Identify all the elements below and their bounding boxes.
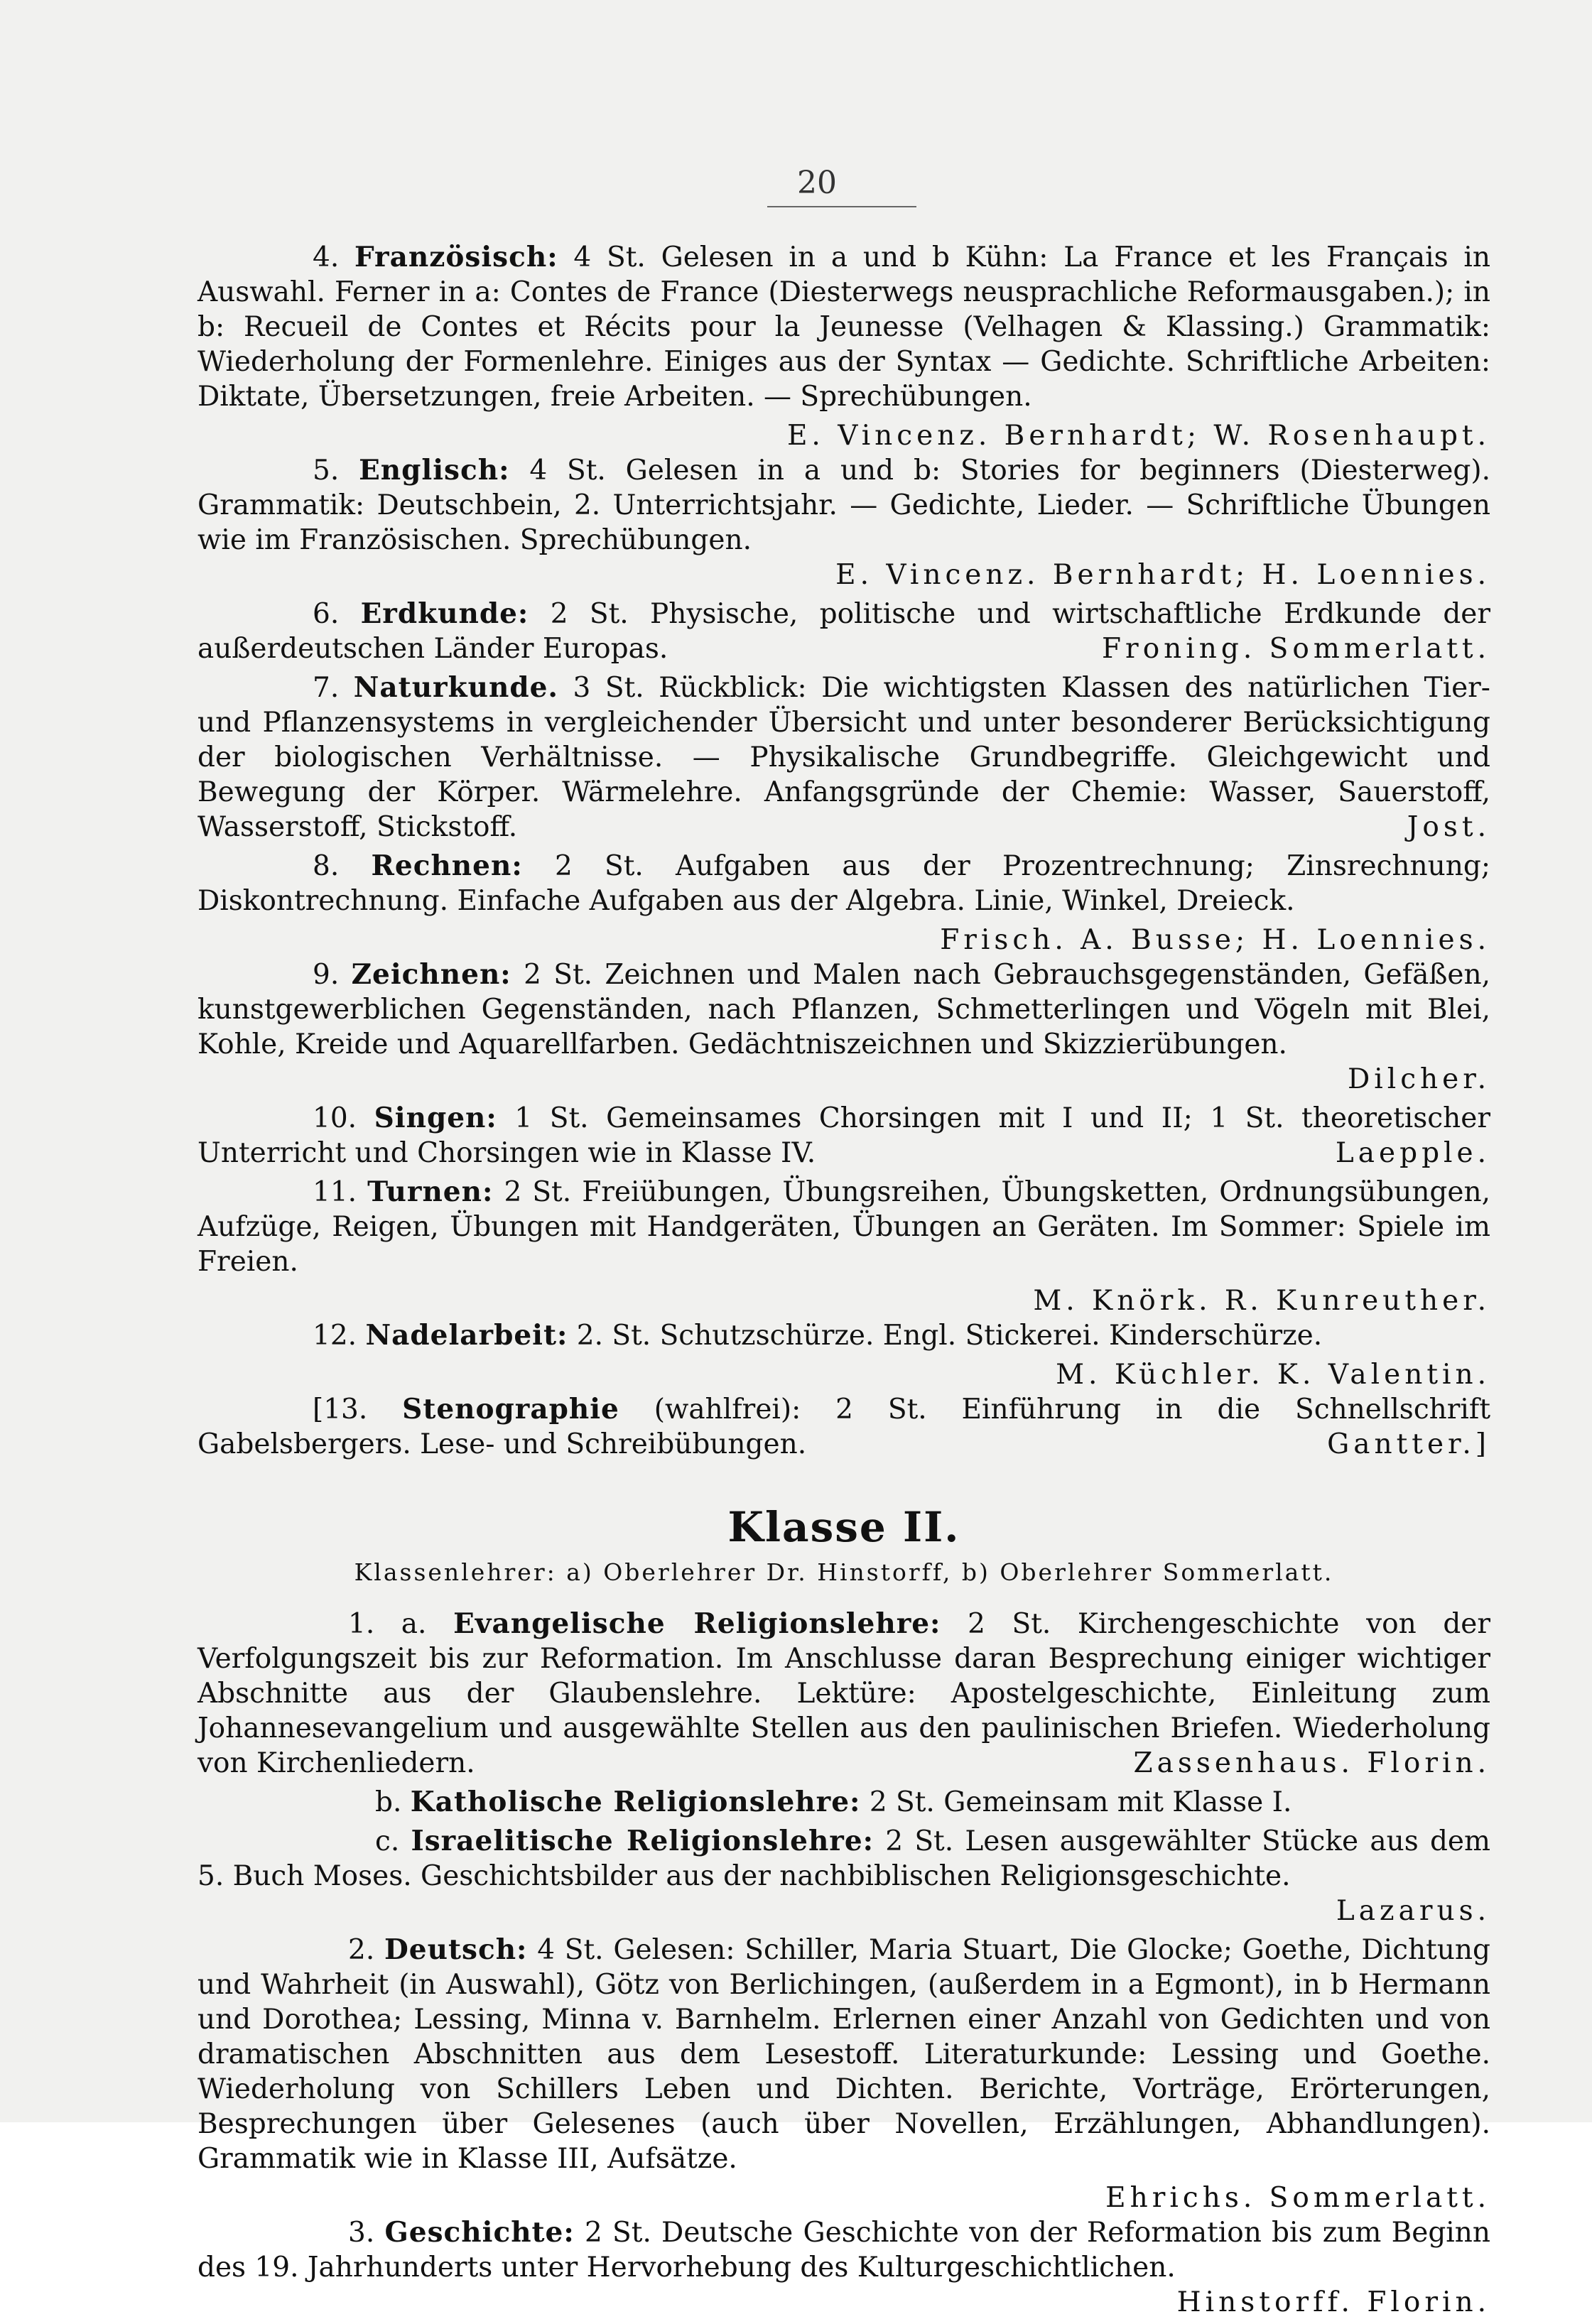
entry-singen [197,1101,1490,1171]
entry-subject: Französisch: [354,241,558,273]
entry-rechnen [197,849,1490,918]
entry-number: 6. [313,598,340,630]
entry-zeichnen [197,957,1490,1097]
entry-subject: Zeichnen: [351,958,511,991]
entry-number: 8. [313,850,340,882]
entry-franzoesisch [197,240,1490,414]
entry-text: 4 St. Gelesen: Schiller, Maria Stuart, Die Glocke; Goethe, Dichtung und Wahrheit (in Auswahl), Götz von Berlichingen, (außerdem in a Egmont), in b Hermann und Dorothea; Lessing, Minna v. Barnhelm. Erlernen einer Anzahl von Gedichten und von dramatischen Abschnitten aus dem Lesestoff. Literaturkunde: Lessing und Goethe. Wiederholung von Schillers Leben und Dichten. Berichte, Vorträge, Erörterungen, Besprechungen über Gelesenes (auch über Novellen, Erzählungen, Abhandlungen). Grammatik wie in Klasse III, Aufsätze. [197,1934,1490,2175]
entry-text: 2 St. Aufgaben aus der Prozentrechnung; Zinsrechnung; Diskontrechnung. Einfache Aufgaben aus der Algebra. Linie, Winkel, Dreieck. [197,850,1490,917]
entry-text: 2 St. Gemeinsam mit Klasse I. [869,1786,1292,1818]
entry-number: c. [375,1825,400,1857]
entry-subject: Geschichte: [384,2216,575,2249]
entry-israelitische-religionslehre [197,1824,1490,1928]
entry-text: (wahlfrei): 2 St. Einführung in die Schnellschrift Gabelsbergers. Lese- und Schreibübungen. [197,1394,1490,1460]
entry-number: 10. [313,1102,357,1134]
entry-text: 2 St. Zeichnen und Malen nach Gebrauchsgegenständen, Gefäßen, kunstgewerblichen Gegenständen, nach Pflanzen, Schmetterlingen und Vögeln mit Blei, Kohle, Kreide und Aquarellfarben. Gedächtniszeichnen und Skizzierübungen. [197,959,1490,1060]
entry-teachers: Jost. [1407,811,1490,843]
entry-nadelarbeit [197,1318,1490,1353]
entry-stenographie [197,1392,1490,1462]
entry-subject: Evangelische Religionslehre: [453,1607,941,1640]
entry-number: 4. [313,241,340,273]
entry-subject: Nadelarbeit: [365,1319,568,1352]
entry-turnen [197,1175,1490,1279]
entry-text: 3 St. Rückblick: Die wichtigsten Klassen des natürlichen Tier- und Pflanzensystems in vergleichender Übersicht und unter besonderer Berücksichtigung der biologischen Verhältnisse. — Physikalische Grundbegriffe. Gleichgewicht und Bewegung der Körper. Wärmelehre. Anfangsgründe der Chemie: Wasser, Sauerstoff, Wasserstoff, Stickstoff. [197,672,1490,843]
entry-naturkunde [197,670,1490,845]
entry-teachers: Froning. Sommerlatt. [1101,633,1490,665]
entry-number: 5. [313,455,340,487]
entry-subject: Israelitische Religionslehre: [411,1825,874,1857]
entry-text: 2 St. Kirchengeschichte von der Verfolgungszeit bis zur Reformation. Im Anschlusse daran Besprechung einiger wichtiger Abschnitte aus der Glaubenslehre. Lektüre: Apostelgeschichte, Einleitung zum Johannesevangelium und ausgewählte Stellen aus den paulinischen Briefen. Wiederholung von Kirchenliedern. [197,1608,1491,1779]
entry-number: 11. [313,1176,357,1208]
entry-subject: Naturkunde. [353,671,558,704]
entry-teachers: E. Vincenz. Bernhardt; H. Loennies. [835,559,1490,591]
entry-number: 7. [313,672,340,704]
entry-text: 2. St. Schutzschürze. Engl. Stickerei. Kinderschürze. [576,1320,1323,1352]
entry-teachers: M. Küchler. K. Valentin. [1056,1359,1490,1391]
entry-subject: Erdkunde: [360,597,529,630]
entry-subject: Katholische Religionslehre: [410,1786,861,1818]
entry-text: 2 St. Physische, politische und wirtschaftliche Erdkunde der außerdeutschen Länder Europas. [197,598,1491,665]
entry-subject: Rechnen: [371,849,523,882]
klassenlehrer-line: Klassenlehrer: a) Oberlehrer Dr. Hinstorff, b) Oberlehrer Sommerlatt. [354,1558,1334,1586]
entry-text: 1 St. Gemeinsames Chorsingen mit I und II; 1 St. theoretischer Unterricht und Chorsingen wie in Klasse IV. [197,1102,1490,1169]
entry-subject: Turnen: [367,1175,494,1208]
entry-subject: Deutsch: [384,1933,528,1966]
entry-number: 1. a. [348,1608,427,1640]
entry-number: [13. [313,1394,368,1426]
entry-text: 2 St. Lesen ausgewählter Stücke aus dem 5. Buch Moses. Geschichtsbilder aus der nachbiblischen Religionsgeschichte. [197,1825,1490,1892]
entry-englisch [197,453,1490,592]
page-number: 20 [797,165,837,201]
entry-teachers: Hinstorff. Florin. [1176,2286,1490,2318]
entry-number: 9. [313,959,340,991]
entry-teachers: Frisch. A. Busse; H. Loennies. [940,924,1490,956]
entry-subject: Englisch: [359,454,510,487]
entry-teachers: Laepple. [1335,1137,1490,1169]
entry-teachers: E. Vincenz. Bernhardt; W. Rosenhaupt. [786,420,1490,452]
entry-text: 4 St. Gelesen in a und b Kühn: La France et les Français in Auswahl. Ferner in a: Contes de France (Diesterwegs neusprachliche Reformausgaben.); in b: Recueil de Contes et Récits pour la Jeunesse (Velhagen & Klassing.) Grammatik: Wiederholung der Formenlehre. Einiges aus der Syntax — Gedichte. Schriftliche Arbeiten: Diktate, Übersetzungen, freie Arbeiten. — Sprechübungen. [197,241,1490,413]
entry-subject: Stenographie [402,1393,619,1426]
page-number-rule [767,206,916,207]
entry-teachers: M. Knörk. R. Kunreuther. [1033,1285,1490,1317]
entry-evangelische-religionslehre [197,1607,1490,1781]
entry-number: 12. [313,1320,357,1352]
entry-text: 4 St. Gelesen in a und b: Stories for beginners (Diesterweg). Grammatik: Deutschbein, 2. Unterrichtsjahr. — Gedichte, Lieder. — Schriftliche Übungen wie im Französischen. Sprechübungen. [197,455,1490,556]
entry-teachers: Zassenhaus. Florin. [1133,1747,1490,1779]
entry-teachers: Ehrichs. Sommerlatt. [1105,2182,1490,2214]
section-heading: Klasse II. [727,1503,960,1551]
entry-text: 2 St. Deutsche Geschichte von der Reformation bis zum Beginn des 19. Jahrhunderts unter Hervorhebung des Kulturgeschichtlichen. [197,2217,1490,2284]
entry-teachers: Lazarus. [1336,1895,1490,1927]
entry-erdkunde [197,597,1490,666]
entry-teachers: Gantter.] [1327,1428,1490,1460]
entry-geschichte [197,2215,1490,2320]
entry-text: 2 St. Freiübungen, Übungsreihen, Übungsketten, Ordnungsübungen, Aufzüge, Reigen, Übungen mit Handgeräten, Übungen an Geräten. Im Sommer: Spiele im Freien. [197,1176,1490,1278]
document-body [197,240,1490,2324]
entry-katholische-religionslehre [197,1785,1490,1820]
entry-number: 3. [348,2217,375,2249]
entry-subject: Singen: [374,1102,497,1134]
entry-number: 2. [348,1934,375,1966]
entry-teachers: Dilcher. [1347,1063,1490,1095]
entry-deutsch [197,1933,1490,2176]
entry-number: b. [375,1786,402,1818]
